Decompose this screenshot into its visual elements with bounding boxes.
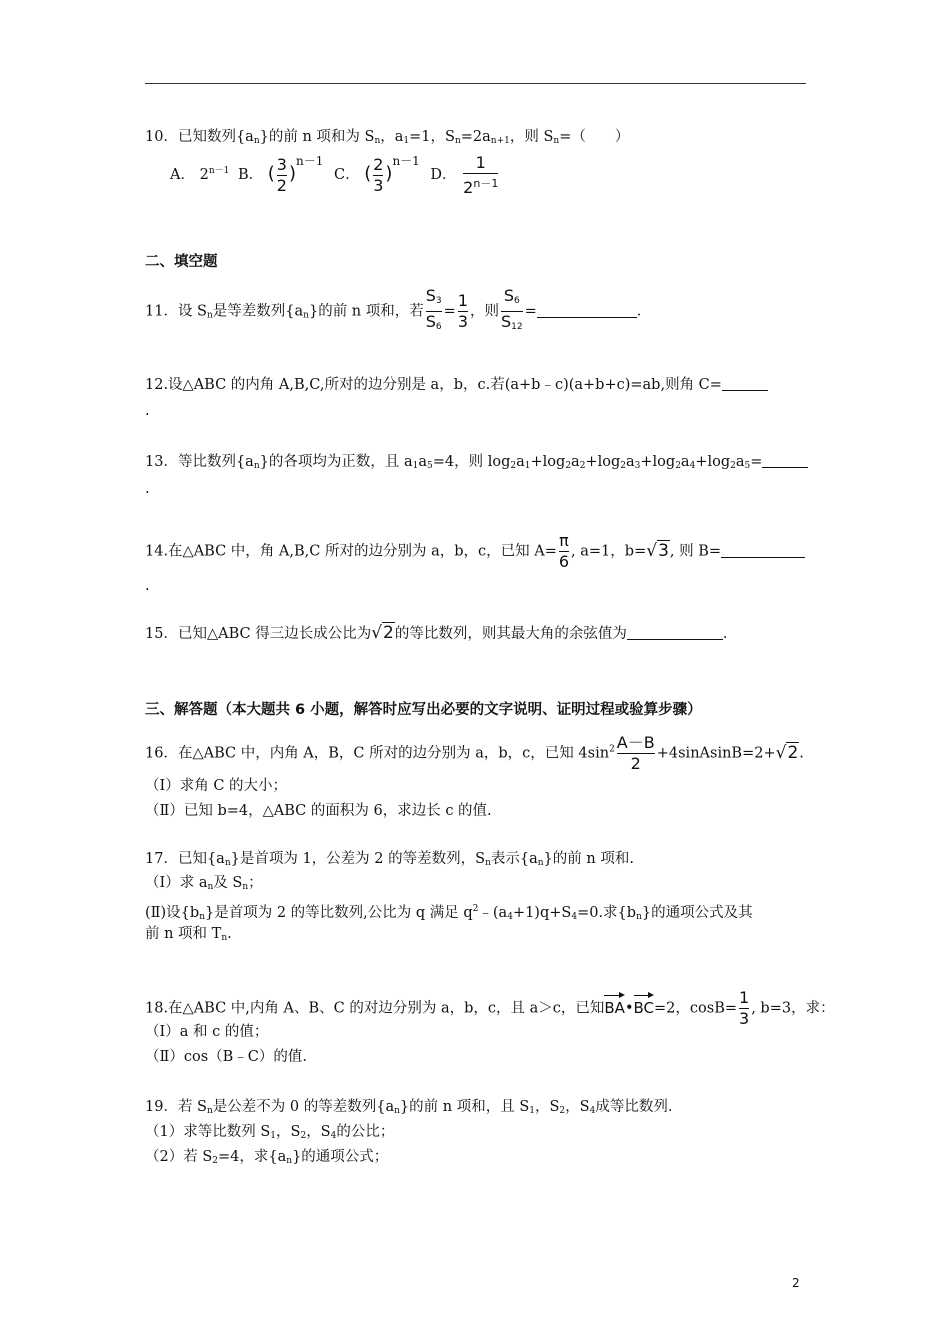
question-14-end: . [145,578,150,594]
question-14: 14.在△ABC 中，角 A,B,C 所对的边分别为 a，b，c，已知 A= $\frac{\pi}{6}$ , a=1，b=√3, 则 B= [145,532,805,571]
answer-blank [762,453,808,468]
option-c: C． ( $\frac{2}{3}$ )$^{n-1}$ [333,154,420,195]
header-rule [145,83,806,84]
question-18-part-1: （Ⅰ）a 和 c 的值； [145,1024,269,1040]
question-19-part-1: （1）求等比数列 $S_1$，$S_2$，$S_4$的公比； [145,1124,395,1141]
question-18: 18.在△ABC 中,内角 A、B、C 的对边分别为 a，b，c，且 a＞c，已知BA•BC=2，cosB= $\frac{1}{3}$ , b=3，求： [145,988,835,1028]
vector-ba: BA [604,993,625,1019]
question-16-part-1: （Ⅰ）求角 C 的大小； [145,778,288,794]
question-10-options [170,150,500,197]
option-b: B． ( $\frac{3}{2}$ )$^{n-1}$ [237,154,324,195]
sqrt-symbol: √2 [371,623,394,643]
question-12: 12.设△ABC 的内角 A,B,C,所对的边分别是 a，b，c.若(a+b﹣c)(a+b+c)=ab,则角 C= [145,374,768,396]
question-19-part-2: （2）若 $S_2=4$，求$\{a_n\}$的通项公式； [145,1149,389,1166]
question-13: 13．等比数列$\{a_n\}$的各项均为正数，且 $a_1a_5=4$，则 $\log_2a_1+\log_2a_2+\log_2a_3+\log_2a_4+\log_2a_5=$ [145,451,808,477]
answer-blank [537,303,637,318]
question-10-stem: 10．已知数列$\{a_n\}$的前 n 项和为 $S_n$，$a_1=1$，$S_n=2a_{n+1}$，则 $S_n=$（ ） [145,129,630,146]
answer-blank [721,543,805,558]
section-2-heading: 二、填空题 [145,254,218,270]
question-11: 11．设 $S_n$是等差数列$\{a_n\}$的前 n 项和，若 $\frac{S_3}{S_6}$ = $\frac{1}{3}$ ，则 $\frac{S_6}{S_{12}}$ = ． [145,286,652,332]
sqrt-symbol: √3 [646,540,669,561]
question-13-end: . [145,481,150,497]
question-17-part-2: (Ⅱ)设$\{b_n\}$是首项为 2 的等比数列,公比为 q 满足 $q^2﹣(a_4+1)q+S_4=0$.求$\{b_n\}$的通项公式及其 [145,904,753,922]
option-a: A． $2^{n-1}$ [170,166,230,183]
vector-bc: BC [634,993,655,1019]
option-d: D． $\frac{1}{2^{n-1}}$ [430,152,499,197]
page-number: 2 [792,1276,800,1290]
question-17-part-2-cont: 前 n 项和 $T_n$. [145,926,232,943]
question-12-end: . [145,403,150,419]
question-18-part-2: （Ⅱ）cos（B﹣C）的值. [145,1049,308,1065]
answer-blank [722,376,768,391]
question-16-part-2: （Ⅱ）已知 b=4，△ABC 的面积为 6，求边长 c 的值. [145,803,492,819]
section-3-heading: 三、解答题（本大题共 6 小题，解答时应写出必要的文字说明、证明过程或验算步骤） [145,702,702,718]
answer-blank [627,625,723,640]
sqrt-symbol: √2 [775,742,799,763]
question-17: 17．已知$\{a_n\}$是首项为 1，公差为 2 的等差数列，$S_n$表示$\{a_n\}$的前 n 项和. [145,851,634,868]
question-16: 16．在△ABC 中，内角 A，B，C 所对的边分别为 a，b，c，已知 $4\sin^2$ $\frac{A-B}{2}$ +4sinAsinB=2+√2. [145,733,804,773]
question-17-part-1: （Ⅰ）求 $a_n$及 $S_n$； [145,875,263,892]
question-15: 15．已知△ABC 得三边长成公比为√2的等比数列，则其最大角的余弦值为 ． [145,623,738,643]
question-19: 19．若 $S_n$是公差不为 0 的等差数列$\{a_n\}$的前 n 项和，且 $S_1$，$S_2$，$S_4$成等比数列. [145,1099,673,1116]
